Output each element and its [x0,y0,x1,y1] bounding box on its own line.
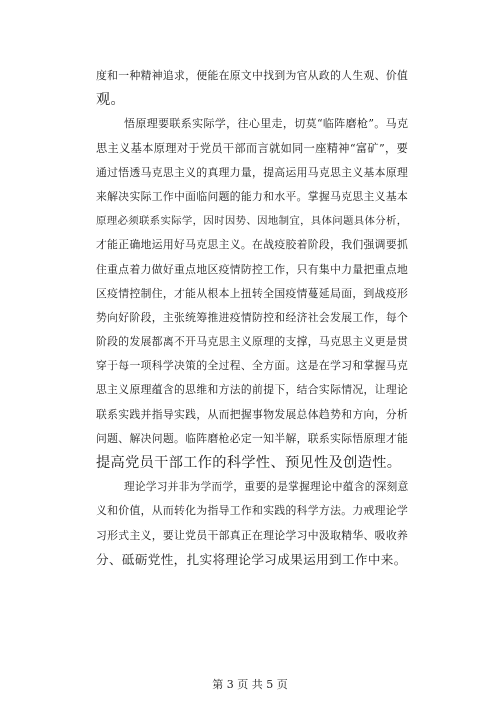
text-line: 来解决实际工作中面临问题的能力和水平。掌握马克思主义基本 [96,189,409,203]
text-line: 势向好阶段，主张统筹推进疫情防控和经济社会发展工作，每个 [96,310,409,324]
page-number-label: 第 3 页 共 5 页 [212,678,288,691]
text-line: 才能正确地运用好马克思主义。在战疫胶着阶段，我们强调要抓 [96,238,409,252]
text-line: 提高党员干部工作的科学性、预见性及创造性。 [96,455,402,471]
text-line: 思主义原理蕴含的思维和方法的前提下，结合实际情况，让理论 [96,383,409,397]
text-line: 联系实践并指导实践，从而把握事物发展总体趋势和方向，分析 [96,407,409,421]
text-line: 穿于每一项科学决策的全过程、全方面。这是在学习和掌握马克 [96,359,409,373]
text-line: 原理必须联系实际学，因时因势、因地制宜，具体问题具体分析， [96,215,408,228]
text-line: 理论学习并非为学而学，重要的是掌握理论中蕴含的深刻意 [124,481,409,494]
text-line: 阶段的发展都离不开马克思主义原理的支撑，马克思主义更是贯 [96,335,409,349]
text-line: 住重点着力做好重点地区疫情防控工作，只有集中力量把重点地 [96,262,409,276]
paragraph-3 [96,475,410,572]
text-line: 区疫情控制住，才能从根本上扭转全国疫情蔓延局面，到战疫形 [96,286,409,300]
text-line: 习形式主义，要让党员干部真正在理论学习中汲取精华、吸收养 [96,528,409,542]
text-line: 悟原理要联系实际学，往心里走，切莫“临阵磨枪”。马克 [124,117,409,131]
document-body [96,64,410,572]
text-line: 通过悟透马克思主义的真理力量，提高运用马克思主义基本原理 [96,165,409,179]
text-line: 分、砥砺党性，扎实将理论学习成果运用到工作中来。 [96,551,407,567]
text-line: 义和价值，从而转化为指导工作和实践的科学方法。力戒理论学 [96,504,409,518]
text-line: 度和一种精神追求，便能在原文中找到为官从政的人生观、价值 [96,69,409,82]
text-line: 观。 [96,92,126,109]
text-line: 问题、解决问题。临阵磨枪必定一知半解，联系实际悟原理才能 [96,431,409,445]
paragraph-1 [96,64,410,112]
paragraph-2 [96,112,410,475]
text-line: 思主义基本原理对于党员干部而言就如同一座精神“富矿”，要 [96,141,409,155]
page-footer [0,678,500,692]
